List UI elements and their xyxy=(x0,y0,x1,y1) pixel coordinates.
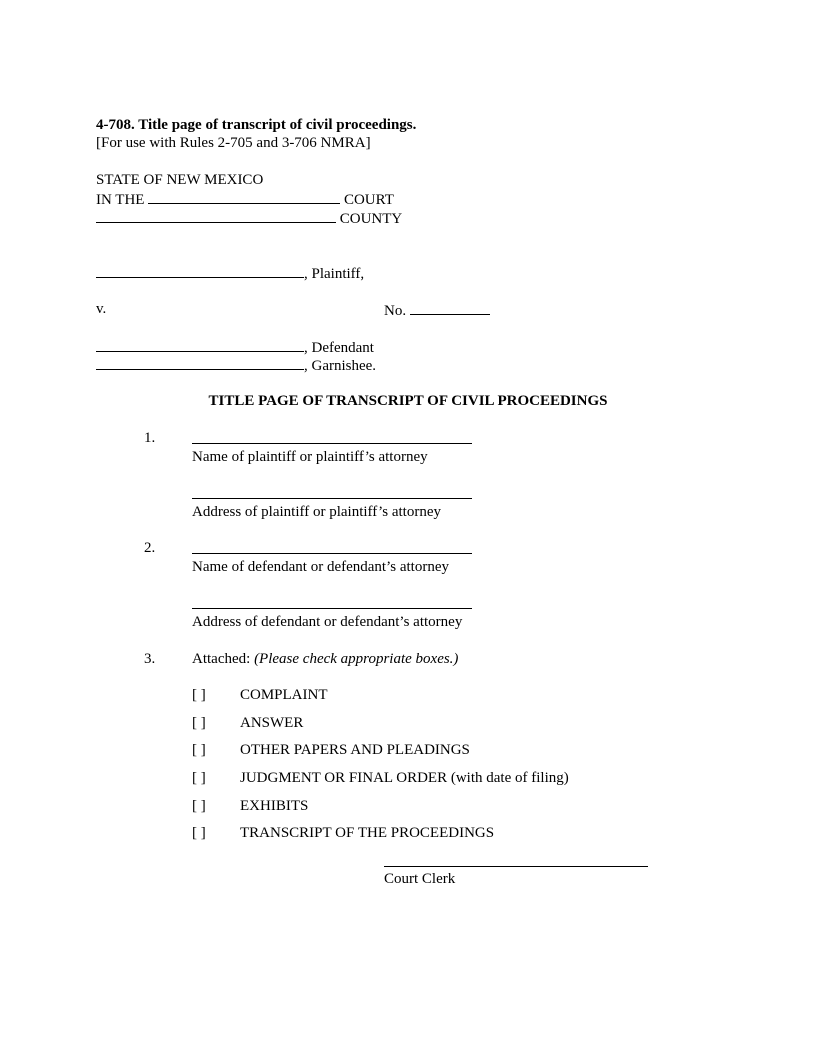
county-name-field[interactable] xyxy=(96,208,336,223)
attachment-answer-label: ANSWER xyxy=(240,715,304,731)
attached-label: Attached: xyxy=(192,651,251,667)
defendant-name-field[interactable] xyxy=(96,337,304,352)
court-clerk-signature-line[interactable] xyxy=(384,866,648,867)
form-title: TITLE PAGE OF TRANSCRIPT OF CIVIL PROCEEDINGS xyxy=(208,393,608,409)
county-label: COUNTY xyxy=(339,211,403,227)
garnishee-name-field[interactable] xyxy=(96,355,304,370)
attached-line xyxy=(192,650,458,668)
checkbox-complaint[interactable]: [ ] xyxy=(192,687,206,703)
attached-instruction: (Please check appropriate boxes.) xyxy=(254,651,459,667)
attachment-judgment-label: JUDGMENT OR FINAL ORDER (with date of filing) xyxy=(240,770,569,786)
defendant-address-caption: Address of defendant or defendant’s attorney xyxy=(192,614,463,630)
plaintiff-name-caption: Name of plaintiff or plaintiff’s attorney xyxy=(192,449,428,465)
court-clerk-label: Court Clerk xyxy=(384,871,456,887)
rule-title: 4-708. Title page of transcript of civil proceedings. xyxy=(96,117,417,133)
plaintiff-label: , Plaintiff, xyxy=(304,266,365,282)
state-label: STATE OF NEW MEXICO xyxy=(96,172,264,188)
garnishee-line xyxy=(96,355,376,375)
plaintiff-address-caption: Address of plaintiff or plaintiff’s attorney xyxy=(192,504,441,520)
plaintiff-line xyxy=(96,263,364,283)
plaintiff-name-field[interactable] xyxy=(96,263,304,278)
defendant-line xyxy=(96,337,374,357)
checkbox-exhibits[interactable]: [ ] xyxy=(192,798,206,814)
attachment-other-papers-label: OTHER PAPERS AND PLEADINGS xyxy=(240,742,470,758)
versus-label: v. xyxy=(96,301,107,317)
plaintiff-address-input-line[interactable] xyxy=(192,498,472,499)
court-line xyxy=(96,189,394,209)
county-line xyxy=(96,208,402,228)
case-number-label: No. xyxy=(384,303,407,319)
court-label: COURT xyxy=(343,192,394,208)
checkbox-judgment[interactable]: [ ] xyxy=(192,770,206,786)
attachment-transcript-label: TRANSCRIPT OF THE PROCEEDINGS xyxy=(240,825,495,841)
attachment-complaint-label: COMPLAINT xyxy=(240,687,328,703)
court-name-field[interactable] xyxy=(148,189,340,204)
attachment-exhibits-label: EXHIBITS xyxy=(240,798,309,814)
defendant-address-input-line[interactable] xyxy=(192,608,472,609)
in-the-label: IN THE xyxy=(96,192,145,208)
plaintiff-name-input-line[interactable] xyxy=(192,443,472,444)
item-2-number: 2. xyxy=(144,540,156,556)
checkbox-other-papers[interactable]: [ ] xyxy=(192,742,206,758)
case-number-field[interactable] xyxy=(410,300,490,315)
item-1-number: 1. xyxy=(144,430,156,446)
item-3-number: 3. xyxy=(144,651,156,667)
garnishee-label: , Garnishee. xyxy=(304,358,377,374)
defendant-name-input-line[interactable] xyxy=(192,553,472,554)
case-number-line xyxy=(384,300,490,320)
defendant-label: , Defendant xyxy=(304,340,374,356)
rule-usage-note: [For use with Rules 2-705 and 3-706 NMRA] xyxy=(96,135,371,151)
checkbox-transcript[interactable]: [ ] xyxy=(192,825,206,841)
checkbox-answer[interactable]: [ ] xyxy=(192,715,206,731)
defendant-name-caption: Name of defendant or defendant’s attorney xyxy=(192,559,449,575)
